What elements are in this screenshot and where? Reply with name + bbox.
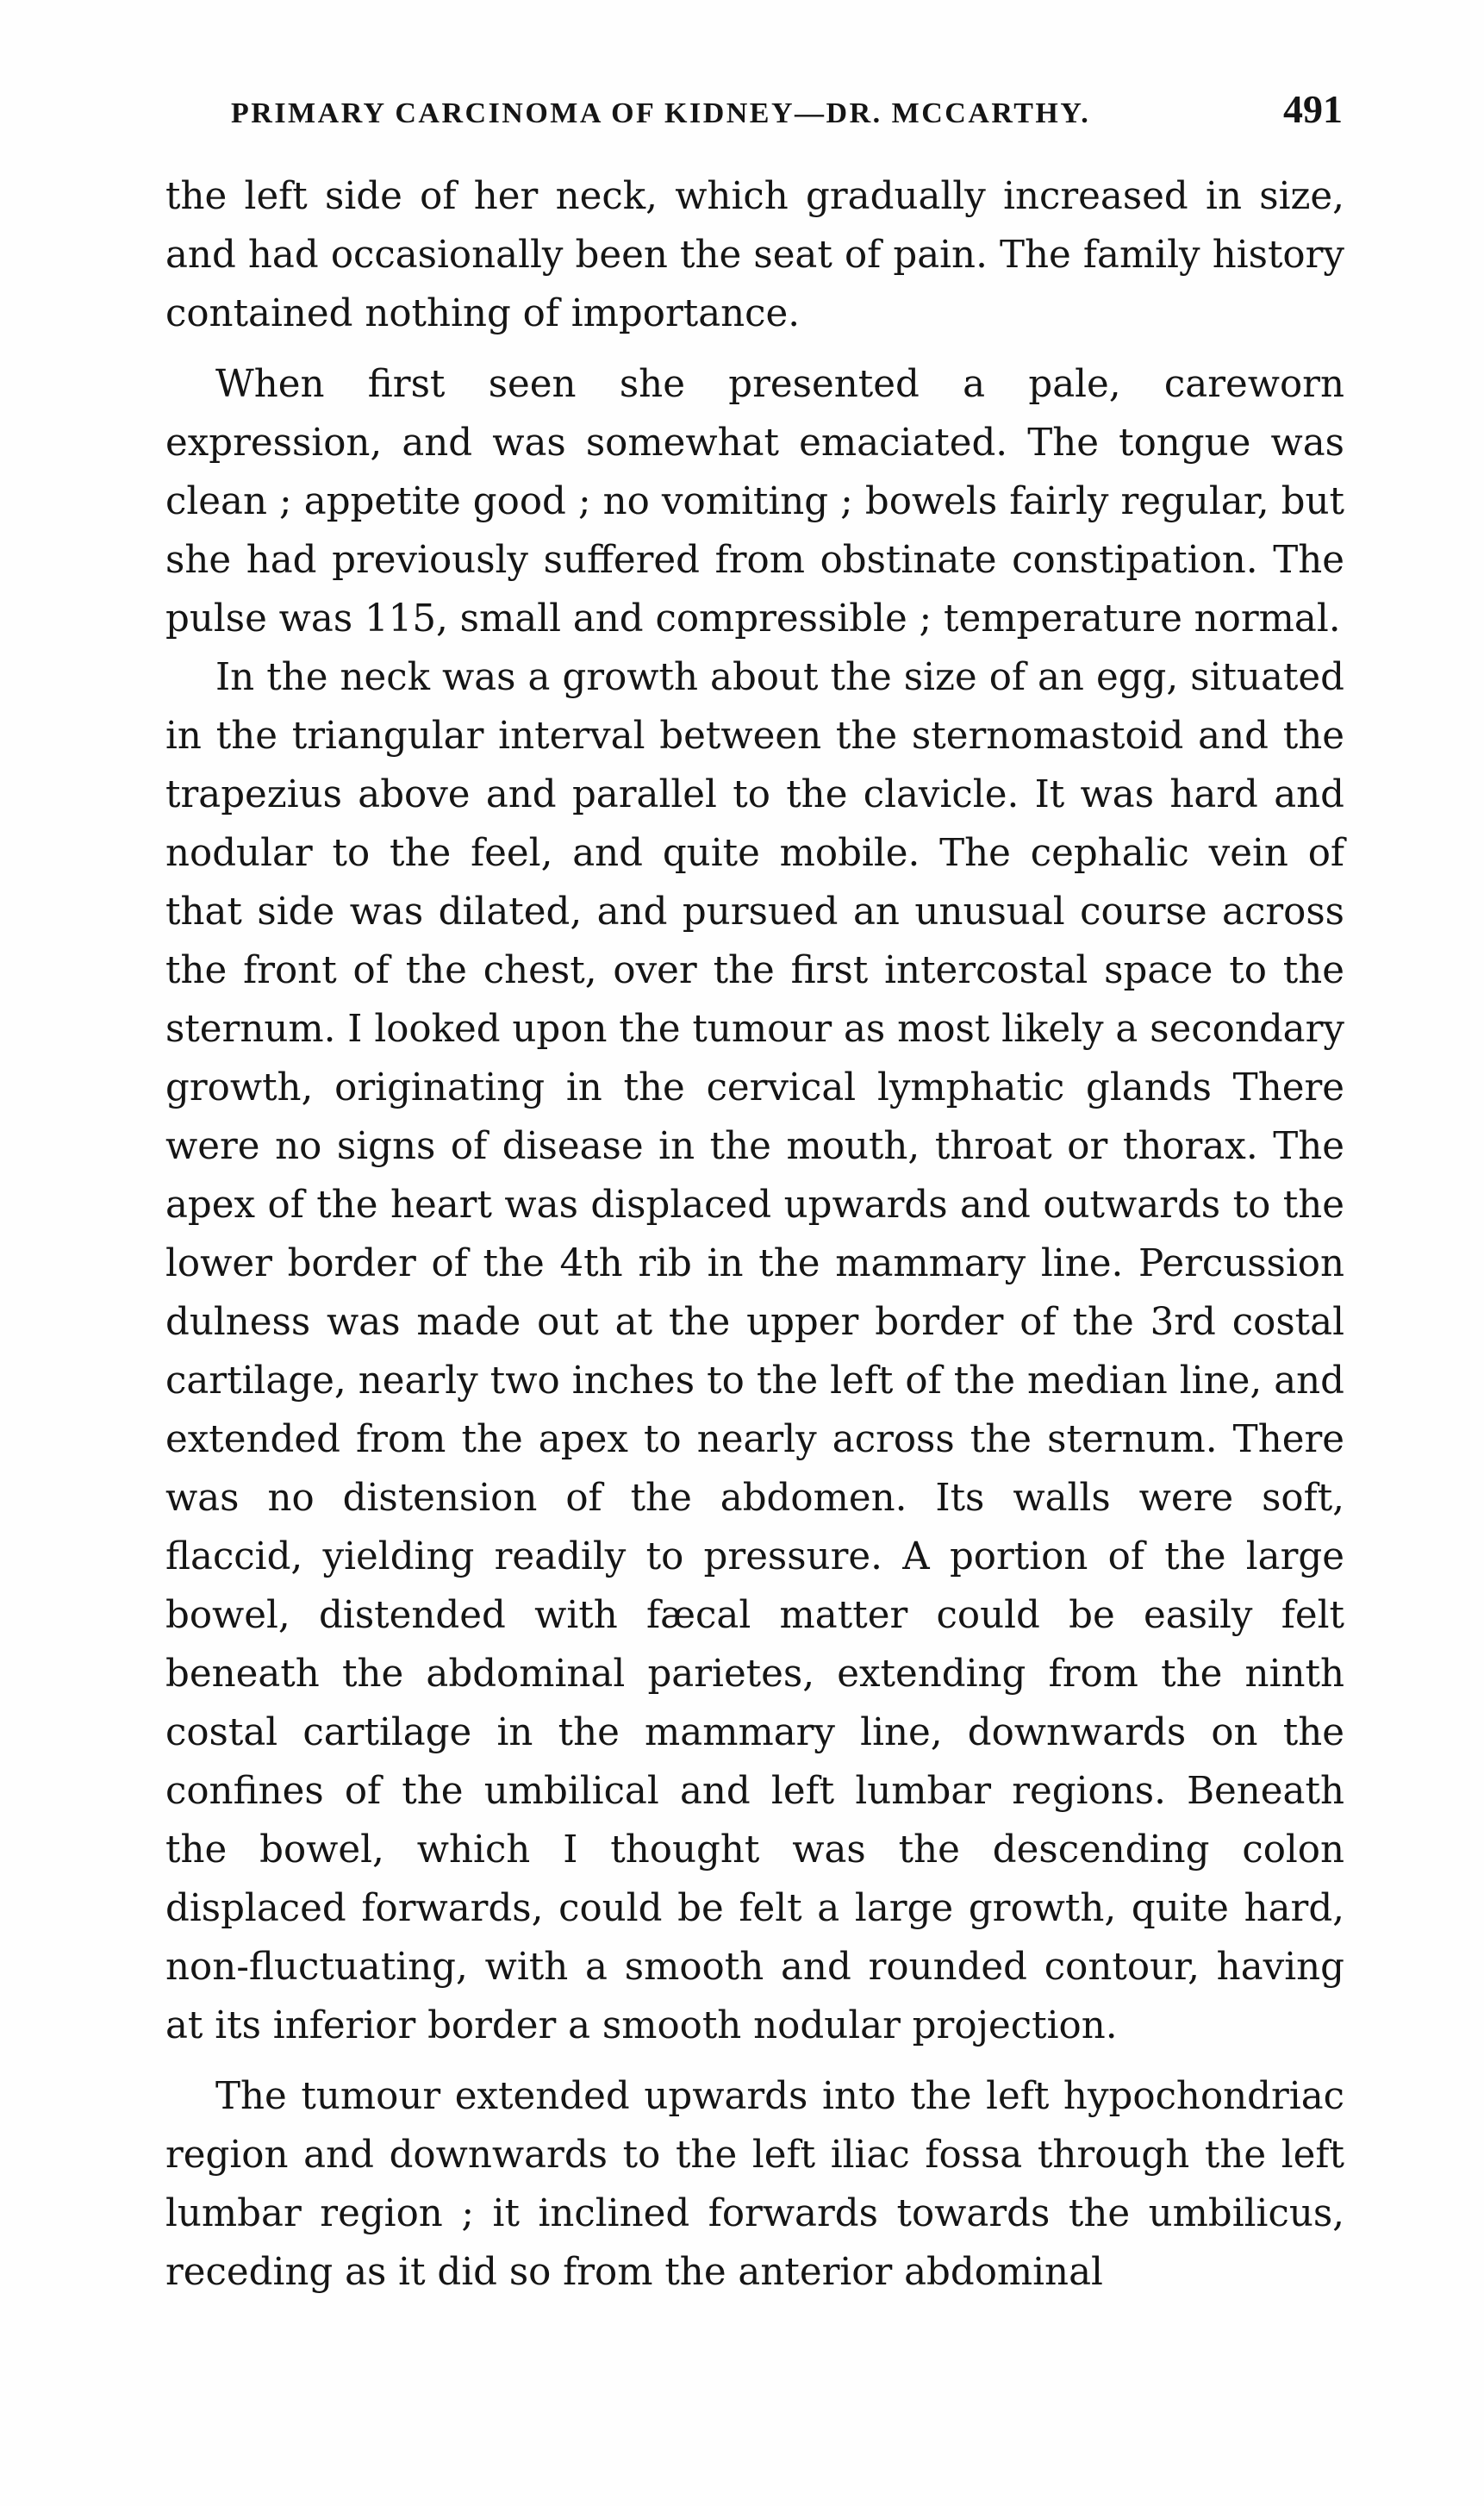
paragraph-tumour-extension: The tumour extended upwards into the left hypochondriac region and downwards to the left iliac fossa through the left lumbar region ; it inclined forwards towards the umbilicus, receding as it did so from the anterior abdominal [165, 2075, 1344, 2294]
page-number: 491 [1283, 87, 1343, 131]
paragraph-continuation: the left side of her neck, which gradually increased in size, and had occasionally been the seat of pain. The family history contained nothing of importance. [165, 175, 1344, 335]
running-head-title: PRIMARY CARCINOMA OF KIDNEY—DR. MCCARTHY. [231, 97, 1091, 129]
body-text [165, 167, 1344, 2302]
running-head [231, 86, 1343, 147]
paragraph-neck-growth: In the neck was a growth about the size of an egg, situated in the triangular interval between the sternomastoid and the trapezius above and parallel to the clavicle. It was hard and nodular to the feel, and quite mobile. The cephalic vein of that side was dilated, and pursued an unusual course across the front of the chest, over the first intercostal space to the sternum. I looked upon the tumour as most likely a secondary growth, originating in the cervical lymphatic glands There were no signs of disease in the mouth, throat or thorax. The apex of the heart was displaced upwards and outwards to the lower border of the 4th rib in the mammary line. Percussion dulness was made out at the upper border of the 3rd costal cartilage, nearly two inches to the left of the median line, and extended from the apex to nearly across the sternum. There was no distension of the abdomen. Its walls were soft, flaccid, yielding readily to pressure. A portion of the large bowel, distended with fæcal matter could be easily felt beneath the abdominal parietes, extending from the ninth costal cartilage in the mammary line, downwards on the confines of the umbilical and left lumbar regions. Beneath the bowel, which I thought was the descending colon displaced forwards, could be felt a large growth, quite hard, non-fluctuating, with a smooth and rounded contour, having at its inferior border a smooth nodular projection. [165, 656, 1344, 2047]
paragraph-first-seen: When first seen she presented a pale, careworn expression, and was somewhat emaciated. The tongue was clean ; appetite good ; no vomiting ; bowels fairly regular, but she had previously suffered from obstinate constipation. The pulse was 115, small and compressible ; temperature normal. [165, 363, 1344, 641]
